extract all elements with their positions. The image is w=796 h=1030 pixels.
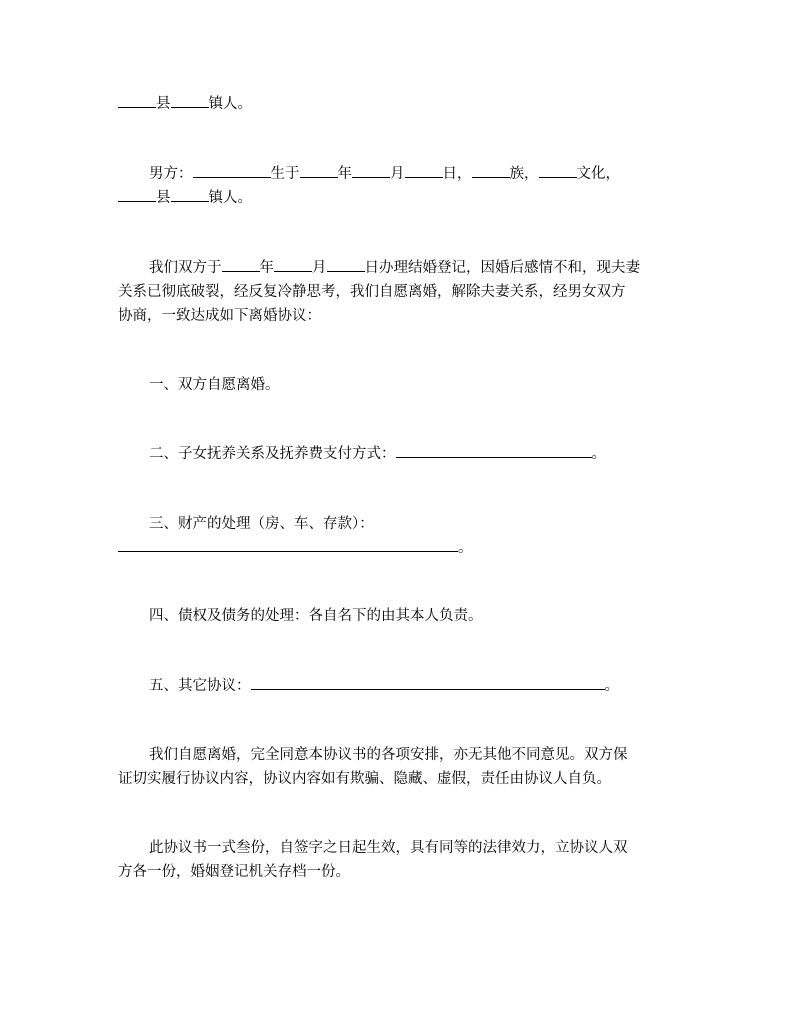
property-division-blank[interactable]	[118, 537, 458, 552]
clause-3-end: 。	[458, 540, 473, 556]
preamble-line2: 关系已彻底破裂，经反复冷静思考，我们自愿离婚，解除夫妻关系，经男女双方	[118, 284, 626, 300]
preamble-line1-rest: 日办理结婚登记，因婚后感情不和，现夫妻	[364, 260, 640, 276]
county-label: 县	[156, 96, 171, 112]
male-town-blank[interactable]	[171, 187, 209, 202]
county-label: 县	[156, 190, 171, 206]
preamble-start: 我们双方于	[149, 260, 222, 276]
ethnic-blank[interactable]	[472, 163, 510, 178]
birth-day-blank[interactable]	[405, 163, 443, 178]
county-blank[interactable]	[118, 93, 156, 108]
ethnic-label: 族，	[509, 166, 539, 182]
preamble-line3: 协商，一致达成如下离婚协议：	[118, 308, 321, 324]
clause-2	[118, 442, 680, 466]
day-label: 日，	[442, 166, 472, 182]
month-label: 月	[390, 166, 405, 182]
year-label: 年	[337, 166, 352, 182]
marriage-month-blank[interactable]	[274, 257, 312, 272]
effectiveness-clause	[118, 836, 680, 884]
clause-1	[118, 373, 680, 397]
male-name-blank[interactable]	[193, 163, 271, 178]
town-label: 镇人。	[208, 96, 252, 112]
marriage-year-blank[interactable]	[222, 257, 260, 272]
birth-year-blank[interactable]	[300, 163, 338, 178]
male-county-blank[interactable]	[118, 187, 156, 202]
marriage-day-blank[interactable]	[327, 257, 365, 272]
year-label: 年	[259, 260, 274, 276]
clause-3-label: 三、财产的处理（房、车、存款）：	[149, 516, 374, 532]
effectiveness-line2: 方各一份，婚姻登记机关存档一份。	[118, 864, 350, 880]
town-label: 镇人。	[208, 190, 252, 206]
male-party-info	[118, 162, 680, 210]
child-support-blank[interactable]	[396, 443, 592, 458]
clause-2-label: 二、子女抚养关系及抚养费支付方式：	[149, 446, 396, 462]
town-blank[interactable]	[171, 93, 209, 108]
clause-1-text: 一、双方自愿离婚。	[149, 377, 280, 393]
clause-3	[118, 512, 680, 560]
clause-4-text: 四、债权及债务的处理：各自名下的由其本人负责。	[149, 608, 483, 624]
clause-2-end: 。	[591, 446, 606, 462]
born-label: 生于	[270, 166, 300, 182]
education-blank[interactable]	[539, 163, 577, 178]
effectiveness-line1: 此协议书一式叁份，自签字之日起生效，具有同等的法律效力，立协议人双	[149, 840, 628, 856]
female-party-address	[118, 92, 680, 116]
statement-line1: 我们自愿离婚，完全同意本协议书的各项安排，亦无其他不同意见。双方保	[149, 747, 628, 763]
other-agreement-blank[interactable]	[251, 675, 605, 690]
male-label: 男方：	[149, 166, 193, 182]
clause-5-label: 五、其它协议：	[149, 678, 251, 694]
clause-4	[118, 604, 680, 628]
agreement-preamble	[118, 256, 680, 328]
statement-line2: 证切实履行协议内容，协议内容如有欺骗、隐藏、虚假，责任由协议人自负。	[118, 771, 611, 787]
birth-month-blank[interactable]	[352, 163, 390, 178]
voluntary-statement	[118, 743, 680, 791]
education-label: 文化，	[576, 166, 620, 182]
month-label: 月	[312, 260, 327, 276]
clause-5-end: 。	[604, 678, 619, 694]
clause-5	[118, 674, 680, 698]
